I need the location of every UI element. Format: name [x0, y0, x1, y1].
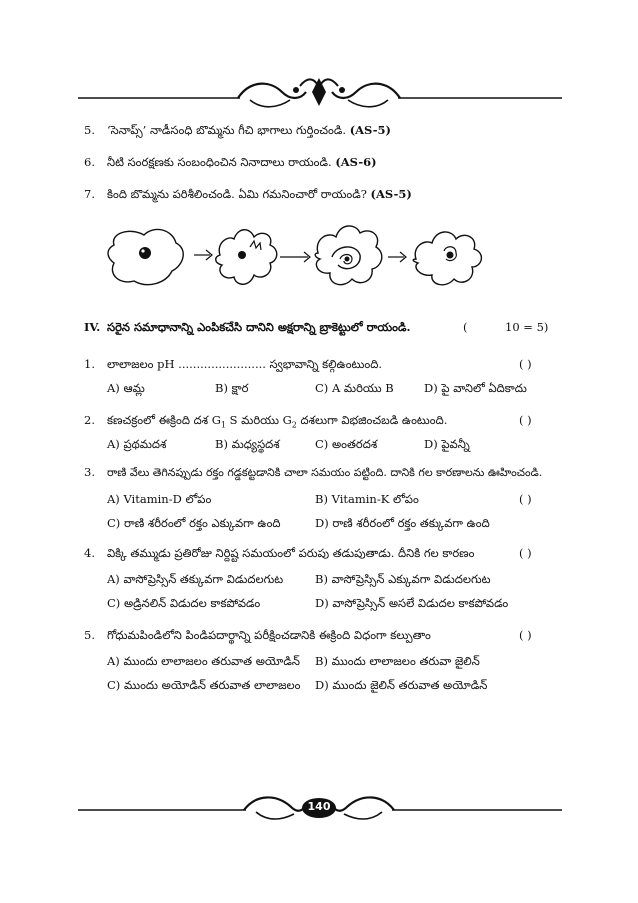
question-6 — [84, 155, 95, 170]
mcq-4-option-b: B) వాసోప్రెస్సిన్ ఎక్కువగా విడుదలగుట — [315, 572, 491, 586]
mcq-1-option-c: C) A మరియు B — [315, 381, 394, 395]
mcq-5-option-b: B) ముందు లాలాజలం తరువా జైలిన్ — [315, 654, 480, 668]
mcq-3-option-b: B) Vitamin-K లోపం — [315, 492, 419, 506]
section-title: సరైన సమాధానాన్ని ఎంపికచేసి దానిని అక్షరాన్ని బ్రాకెట్టులో రాయండి. — [107, 320, 411, 334]
mcq-3-question: రాణి వేలు తెగినప్పుడు రక్తం గడ్డకట్టడానికి చాలా సమయం పట్టింది. దానికి గల కారణాలను ఊహించండి. — [107, 466, 543, 479]
mcq-2-answer-bracket[interactable]: ( ) — [519, 413, 532, 427]
question-7 — [84, 187, 95, 202]
question-text: కింది బొమ్మను పరిశీలించండి. ఏమి గమనించారో రాయండి? — [107, 187, 367, 201]
mcq-1-option-a: A) ఆమ్ల — [107, 381, 145, 395]
mcq-4-answer-bracket[interactable]: ( ) — [519, 546, 532, 560]
mcq-1-option-d: D) పై వానిలో ఏదికాదు — [424, 381, 527, 395]
mcq-5-option-c: C) ముందు అయోడిన్ తరువాత లాలాజలం — [107, 678, 301, 692]
mcq-2-question — [107, 413, 447, 432]
mcq-4-option-a: A) వాసోప్రెస్సిన్ తక్కువగా విడుదలగుట — [107, 572, 284, 586]
as-tag: (AS-5) — [349, 123, 391, 137]
amoeba-drawing — [100, 215, 500, 305]
mcq-1-option-b: B) క్షార — [215, 381, 249, 395]
mcq-2-option-c: C) అంతరదశ — [315, 437, 378, 451]
mcq-2-option-a: A) ప్రథమదశ — [107, 437, 167, 451]
page-number: 140 — [307, 800, 331, 813]
amoeba-sequence-figure — [100, 215, 500, 305]
question-text: ‘సెనాప్స్’ నాడీసంధి బొమ్మను గీచి భాగాలు గుర్తించండి. — [107, 123, 347, 137]
mcq-2-question-part1: కణచక్రంలో ఈక్రింది దశ G — [107, 413, 221, 427]
mcq-3-number: 3. — [84, 465, 95, 479]
mcq-1-number: 1. — [84, 357, 95, 371]
floral-divider-icon — [0, 70, 638, 120]
mcq-3-option-a: A) Vitamin-D లోపం — [107, 492, 212, 506]
mcq-2-question-part2: S మరియు G — [225, 413, 292, 427]
question-6-text — [107, 155, 377, 170]
mcq-1-answer-bracket[interactable]: ( ) — [519, 357, 532, 371]
mcq-2-question-part3: దశలుగా విభజించబడి ఉంటుంది. — [296, 413, 448, 427]
question-number: 6. — [84, 155, 95, 169]
mcq-3-option-d: D) రాణి శరీరంలో రక్తం తక్కువగా ఉంది — [315, 516, 490, 530]
section-number: IV. — [84, 320, 101, 334]
mcq-1-question: లాలాజలం pH ........................ స్వభావాన్ని కల్గిఉంటుంది. — [107, 357, 382, 371]
question-5 — [84, 123, 95, 138]
marks-open-paren: ( — [463, 320, 468, 334]
mcq-3-option-c: C) రాణి శరీరంలో రక్తం ఎక్కువగా ఉంది — [107, 516, 281, 530]
mcq-5-option-a: A) ముందు లాలాజలం తరువాత అయోడిన్ — [107, 654, 300, 668]
mcq-4-option-d: D) వాసోప్రెస్సిన్ అసలే విడుదల కాకపోవడం — [315, 596, 509, 610]
question-number: 5. — [84, 123, 95, 137]
mcq-4-option-c: C) అడ్రినలిన్ విడుదల కాకపోవడం — [107, 596, 261, 610]
question-number: 7. — [84, 187, 95, 201]
mcq-5-option-d: D) ముందు జైలిన్ తరువాత అయోడిన్ — [315, 678, 488, 692]
question-text: నీటి సంరక్షణకు సంబంధించిన నినాదాలు రాయండి. — [107, 155, 332, 169]
mcq-5-answer-bracket[interactable]: ( ) — [519, 628, 532, 642]
as-tag: (AS-6) — [335, 155, 377, 169]
mcq-2-number: 2. — [84, 413, 95, 427]
mcq-2-subscript-2: 2 — [291, 420, 297, 430]
as-tag: (AS-5) — [370, 187, 412, 201]
section-marks: 10 = 5) — [505, 320, 549, 334]
mcq-5-number: 5. — [84, 628, 95, 642]
mcq-5-question: గోధుమపిండిలోని పిండిపదార్థాన్ని పరీక్షించడానికి ఈక్రింది విధంగా కల్పుతాం — [107, 628, 431, 642]
mcq-2-option-b: B) మధ్యస్థదశ — [215, 437, 280, 451]
mcq-2-option-d: D) పైవన్నీ — [424, 437, 470, 451]
footer-ornament — [0, 790, 638, 830]
header-ornament — [0, 70, 638, 120]
mcq-2-subscript-1: 1 — [220, 420, 226, 430]
mcq-4-question: విక్కి తమ్ముడు ప్రతిరోజు నిర్దిష్ట సమయంలో పరుపు తడుపుతాడు. దీనికి గల కారణం — [107, 546, 475, 560]
mcq-3-answer-bracket[interactable]: ( ) — [519, 492, 532, 506]
question-5-text — [107, 123, 391, 138]
mcq-4-number: 4. — [84, 546, 95, 560]
question-7-text — [107, 187, 412, 202]
